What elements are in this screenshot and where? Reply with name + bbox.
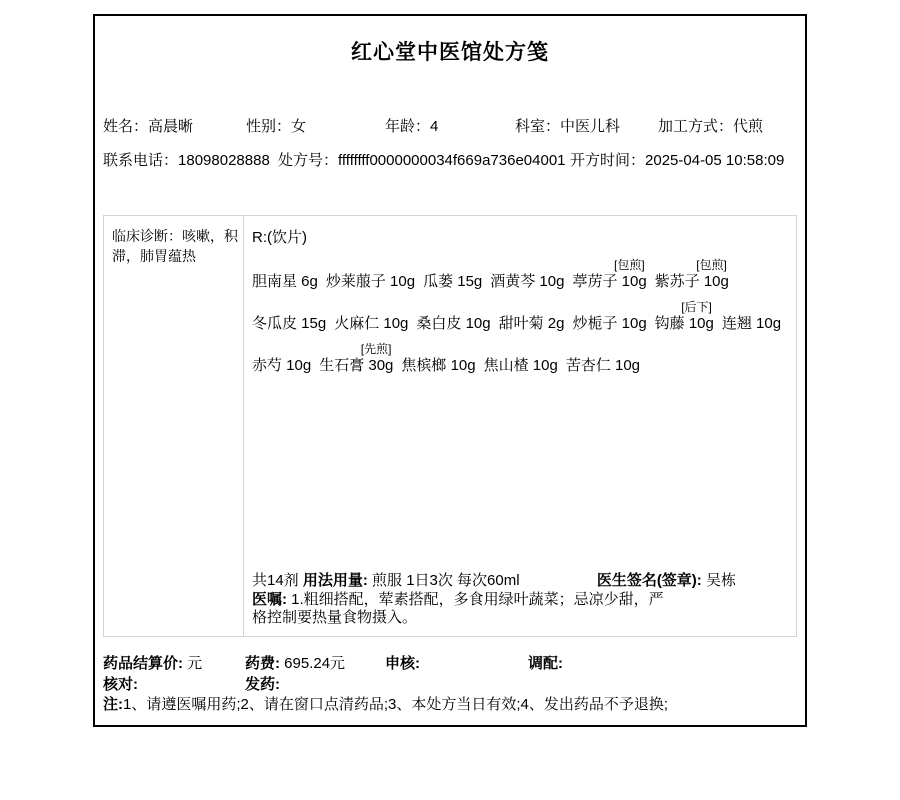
patient-age-value: 4 [430,118,439,135]
decoction-tag [490,258,564,272]
decoction-tag [572,300,646,314]
phone-label: 联系电话： [103,152,179,169]
department-value: 中医儿科 [560,118,621,135]
prescription-number [278,149,566,170]
rx-no-label: 处方号： [278,152,339,169]
prescription-cell [244,216,796,636]
decoction-tag [499,300,565,314]
review-field: 申核: [385,655,420,672]
medicine-name-dose: 瓜蒌 15g [423,273,483,290]
medicine-name-dose: 生石膏 30g [319,357,394,374]
decoction-tag [252,258,318,272]
patient-gender-value: 女 [291,118,307,135]
decoction-tag [416,300,490,314]
rx-item [655,300,714,333]
issue-field: 发药: [245,676,280,693]
patient-age-label: 年龄： [385,118,431,135]
doctor-signature-value: 吴栋 [705,571,736,589]
footer-note [103,693,668,714]
medicine-name-dose: 酒黄芩 10g [490,273,565,290]
medicine-name-dose: 紫苏子 10g [654,273,729,290]
footer-note-value: 1、请遵医嘱用药;2、请在窗口点清药品;3、本处方当日有效;4、发出药品不予退换; [123,696,669,713]
processing-method [658,115,763,136]
decoction-tag [423,258,482,272]
contact-phone [103,149,270,170]
rx-rows [252,249,788,375]
decoction-tag [484,342,558,356]
rx-row [252,258,788,291]
medicine-name-dose: 苦杏仁 10g [565,357,641,374]
medicine-name-dose: 桑白皮 10g [416,315,491,332]
settlement-price [103,652,202,673]
diagnosis-value: 咳嗽，积滞，肺胃蕴热 [112,228,238,265]
rx-header: R:(饮片) [252,229,307,246]
processing-value: 代煎 [733,118,764,135]
rx-item [252,342,311,375]
decoction-tag: [包煎] [696,258,727,272]
patient-name-value: 高晨晰 [148,118,194,135]
rx-item [252,300,326,333]
decoction-tag [722,300,781,314]
prescription-page [93,14,807,727]
patient-name [103,115,193,136]
rx-item [416,300,490,333]
rx-row [252,300,788,333]
decoction-tag: [后下] [681,300,712,314]
advice-label: 医嘱: [252,590,287,608]
dosage-text [252,571,520,590]
rx-item [401,342,475,375]
medicine-name-dose: 火麻仁 10g [334,315,409,332]
rx-item [423,258,482,291]
rx-bottom-block [252,571,788,629]
settlement-price-label: 药品结算价: [103,655,183,672]
rx-item [319,342,393,375]
medicine-name-dose: 胆南星 6g [252,273,318,290]
diagnosis-cell [104,216,244,636]
processing-label: 加工方式： [658,118,734,135]
patient-department [515,115,620,136]
medicine-fee-value: 695.24元 [284,655,346,672]
dosage-total: 共14剂 [252,571,299,589]
rx-item [722,300,781,333]
patient-age [385,115,438,136]
medicine-name-dose: 甜叶菊 2g [498,315,565,332]
decoction-tag: [先煎] [360,342,392,356]
check-field: 核对: [103,676,138,693]
department-label: 科室： [515,118,561,135]
medicine-name-dose: 焦槟榔 10g [401,357,476,374]
time-value: 2025-04-05 10:58:09 [645,152,785,169]
dosage-label: 用法用量: [302,571,368,589]
doctor-signature-label: 医生签名(签章): [596,571,702,589]
medicine-name-dose: 焦山楂 10g [483,357,558,374]
dispense-field: 调配: [528,655,563,672]
medicine-name-dose: 赤芍 10g [252,357,312,374]
decoction-tag [334,300,408,314]
time-label: 开方时间： [570,152,646,169]
rx-item [484,342,558,375]
rx-item [655,258,729,291]
doctor-signature [597,571,788,590]
rx-no-value: ffffffff0000000034f669a736e04001 [338,152,566,169]
medicine-name-dose: 连翘 10g [721,315,782,332]
decoction-tag [252,342,311,356]
advice-value: 1.粗细搭配，荤素搭配，多食用绿叶蔬菜；忌凉少甜，严格控制要热量食物摄入。 [252,590,664,627]
doctor-advice [252,591,672,629]
medicine-fee-label: 药费: [245,655,280,672]
decoction-tag [566,342,640,356]
rx-item [252,258,318,291]
page-title: 红心堂中医馆处方笺 [351,41,549,64]
rx-item [566,342,640,375]
rx-item [326,258,415,291]
dosage-line [252,571,788,590]
rx-row [252,342,788,375]
settlement-price-value: 元 [187,655,203,672]
diagnosis-label: 临床诊断： [112,228,182,244]
prescription-table [103,215,797,637]
prescription-time [570,149,784,170]
medicine-name-dose: 葶苈子 10g [572,273,647,290]
medicine-name-dose: 冬瓜皮 15g [252,315,327,332]
phone-value: 18098028888 [178,152,270,169]
decoction-tag [252,300,326,314]
medicine-name-dose: 钩藤 10g [654,315,714,332]
rx-item [490,258,564,291]
decoction-tag [326,258,415,272]
footer-note-label: 注: [103,696,123,713]
dosage-value: 煎服 1日3次 每次60ml [372,571,520,589]
patient-name-label: 姓名： [103,118,149,135]
rx-item [572,258,646,291]
medicine-fee [245,652,345,673]
decoction-tag [401,342,475,356]
medicine-name-dose: 炒莱菔子 10g [325,273,416,290]
rx-item [334,300,408,333]
decoction-tag: [包煎] [614,258,645,272]
patient-gender-label: 性别： [246,118,292,135]
rx-item [572,300,646,333]
patient-gender [246,115,306,136]
medicine-name-dose: 炒栀子 10g [572,315,647,332]
rx-item [499,300,565,333]
